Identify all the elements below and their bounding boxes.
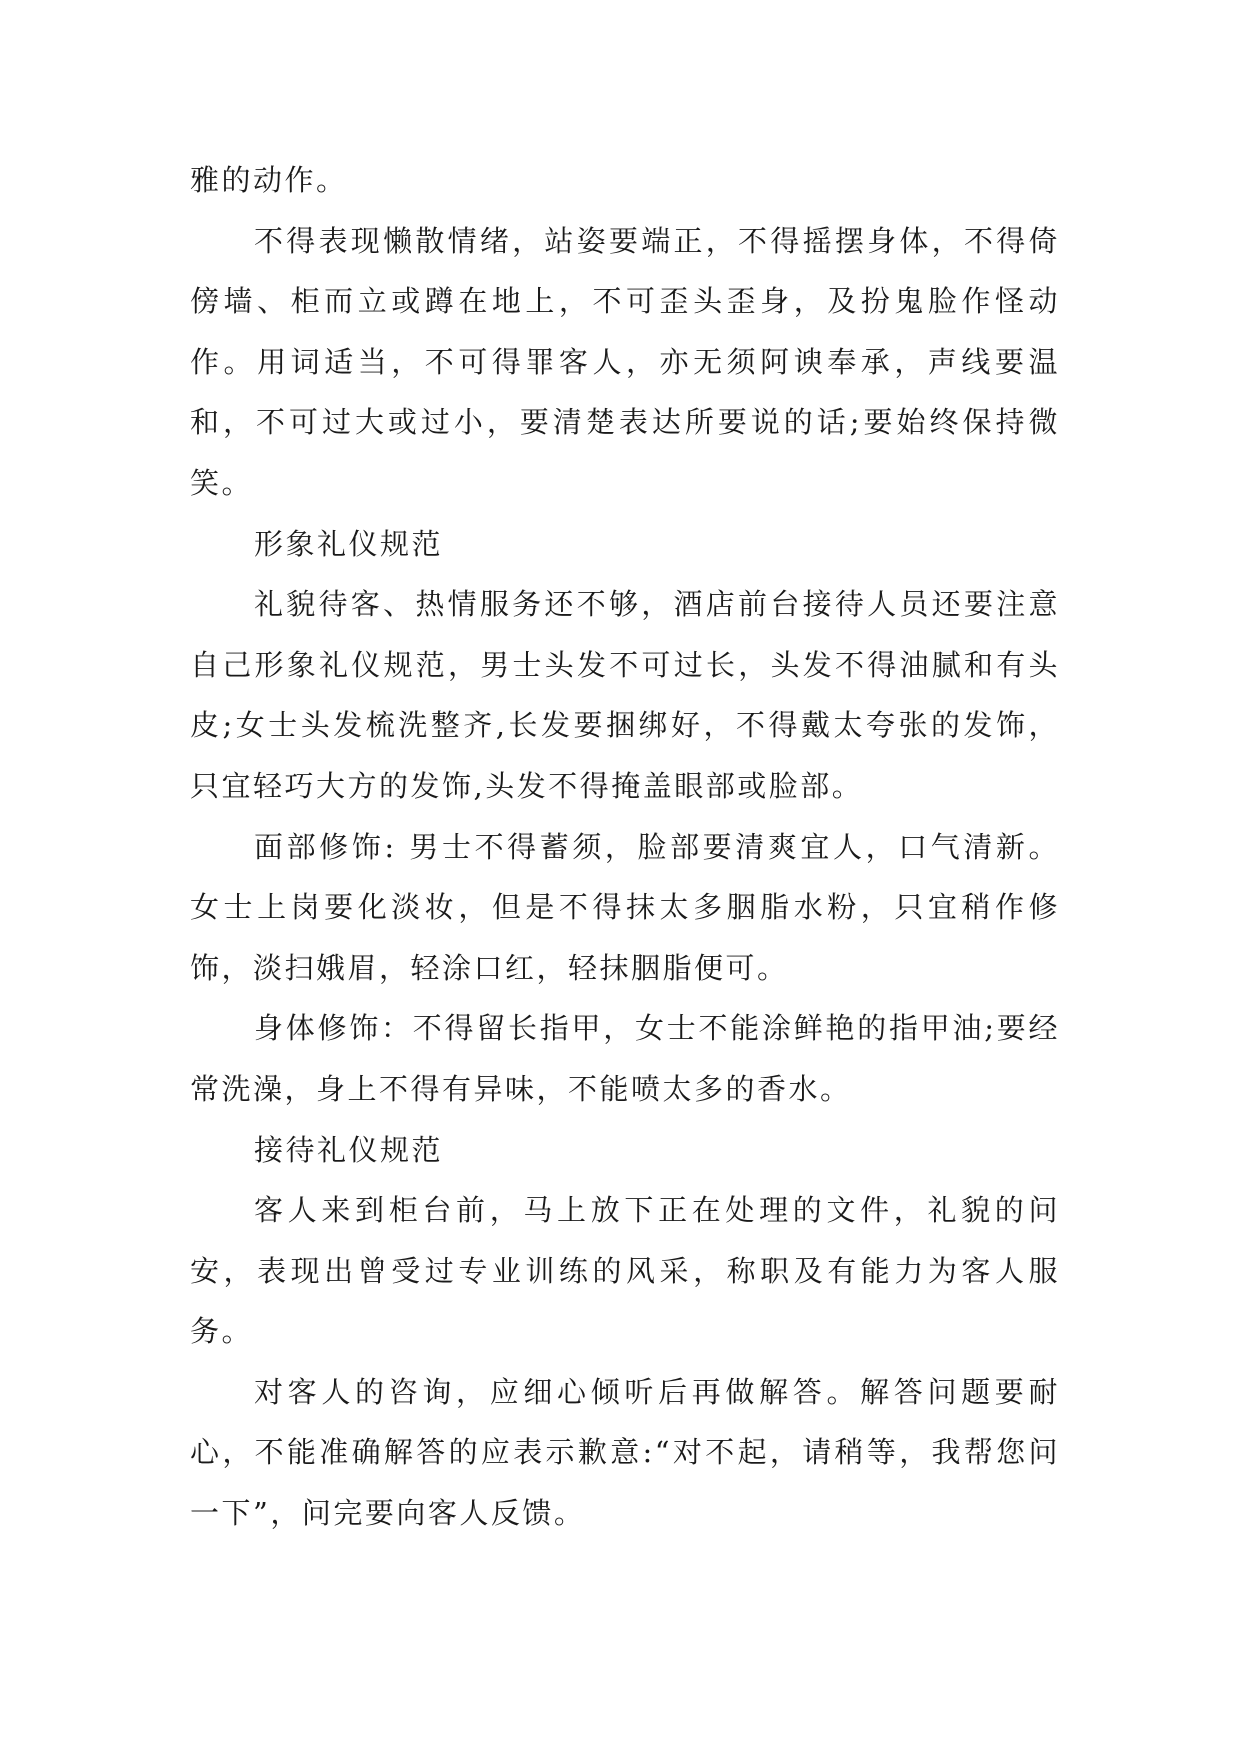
document-body bbox=[190, 150, 1060, 1544]
paragraph-continuation: 雅的动作。 bbox=[190, 163, 348, 197]
paragraph-body-grooming: 身体修饰：不得留长指甲，女士不能涂鲜艳的指甲油;要经常洗澡，身上不得有异味，不能喷太多的香水。 bbox=[190, 1011, 1060, 1106]
paragraph-face-grooming: 面部修饰: 男士不得蓄须，脸部要清爽宜人，口气清新。女士上岗要化淡妆，但是不得抹太多胭脂水粉，只宜稍作修饰，淡扫娥眉，轻涂口红，轻抹胭脂便可。 bbox=[190, 829, 1060, 985]
section-heading-reception: 接待礼仪规范 bbox=[254, 1132, 444, 1167]
paragraph-appearance-rules: 礼貌待客、热情服务还不够，酒店前台接待人员还要注意自己形象礼仪规范，男士头发不可过长，头发不得油腻和有头皮;女士头发梳洗整齐,长发要捆绑好，不得戴太夸张的发饰，只宜轻巧大方的发饰,头发不得掩盖眼部或脸部。 bbox=[190, 587, 1060, 803]
paragraph-guest-inquiry: 对客人的咨询，应细心倾听后再做解答。解答问题要耐心，不能准确解答的应表示歉意:“对不起，请稍等，我帮您问一下”，问完要向客人反馈。 bbox=[190, 1374, 1060, 1531]
paragraph-posture-rules: 不得表现懒散情绪，站姿要端正，不得摇摆身体，不得倚傍墙、柜而立或蹲在地上，不可歪头歪身，及扮鬼脸作怪动作。用词适当，不可得罪客人，亦无须阿谀奉承，声线要温和，不可过大或过小，要清楚表达所要说的话;要始终保持微笑。 bbox=[190, 223, 1060, 500]
section-heading-appearance: 形象礼仪规范 bbox=[254, 526, 444, 561]
paragraph-guest-arrival: 客人来到柜台前，马上放下正在处理的文件，礼貌的问安，表现出曾受过专业训练的风采，称职及有能力为客人服务。 bbox=[190, 1193, 1060, 1349]
